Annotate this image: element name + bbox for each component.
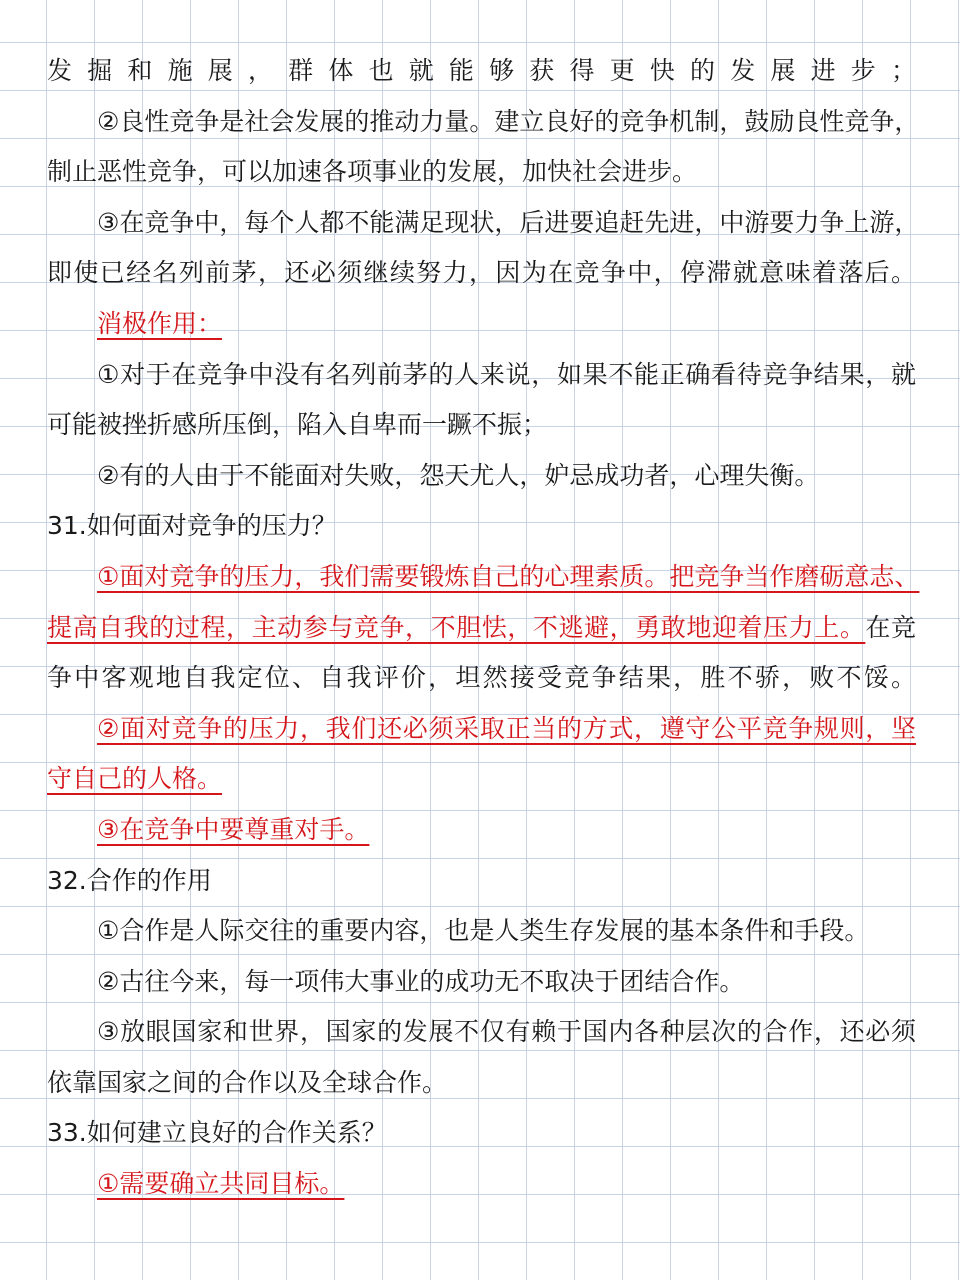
highlighted-text: 守自己的人格。 bbox=[47, 764, 223, 794]
text-line: 发掘和施展，群体也就能够获得更快的发展进步； bbox=[47, 56, 916, 85]
highlighted-text: 消极作用： bbox=[97, 308, 223, 338]
highlighted-text: ①面对竞争的压力，我们需要锻炼自己的心理素质。把竞争当作磨砺意志、 bbox=[97, 561, 920, 591]
text-line: 依靠国家之间的合作以及全球合作。 bbox=[47, 1067, 448, 1097]
highlighted-text: ②面对竞争的压力，我们还必须采取正当的方式，遵守公平竞争规则，坚 bbox=[97, 713, 916, 743]
text-line bbox=[47, 1159, 916, 1210]
text-line: ②良性竞争是社会发展的推动力量。建立良好的竞争机制，鼓励良性竞争， bbox=[97, 106, 920, 136]
text-line bbox=[47, 805, 916, 856]
highlighted-text: ③在竞争中要尊重对手。 bbox=[97, 814, 370, 844]
highlighted-text: ①需要确立共同目标。 bbox=[97, 1169, 345, 1199]
text-line: ②古往今来，每一项伟大事业的成功无不取决于团结合作。 bbox=[97, 966, 745, 996]
text-line bbox=[47, 603, 916, 654]
text-line: 制止恶性竞争，可以加速各项事业的发展，加快社会进步。 bbox=[47, 157, 698, 187]
text-line: ②有的人由于不能面对失败，怨天尤人，妒忌成功者，心理失衡。 bbox=[97, 460, 820, 490]
text-line: 争中客观地自我定位、自我评价，坦然接受竞争结果，胜不骄，败不馁。 bbox=[47, 663, 916, 693]
highlighted-text: 提高自我的过程，主动参与竞争，不胆怯，不逃避，勇敢地迎着压力上。 bbox=[47, 612, 866, 642]
text-line bbox=[47, 552, 920, 603]
text-line: 即使已经名列前茅，还必须继续努力，因为在竞争中，停滞就意味着落后。 bbox=[47, 258, 916, 288]
question-heading-33: 33.如何建立良好的合作关系？ bbox=[47, 1118, 387, 1148]
text-line: ③在竞争中，每个人都不能满足现状，后进要追赶先进，中游要力争上游， bbox=[97, 207, 920, 237]
question-heading-32: 32.合作的作用 bbox=[47, 865, 212, 895]
question-heading-31: 31.如何面对竞争的压力？ bbox=[47, 511, 337, 541]
text-line bbox=[47, 704, 916, 755]
text-line: ①合作是人际交往的重要内容，也是人类生存发展的基本条件和手段。 bbox=[97, 916, 870, 946]
text-line bbox=[47, 754, 916, 805]
plain-text: 在竞 bbox=[865, 612, 916, 642]
text-line: 可能被挫折感所压倒，陷入自卑而一蹶不振； bbox=[47, 410, 548, 440]
text-line: ①对于在竞争中没有名列前茅的人来说，如果不能正确看待竞争结果，就 bbox=[97, 359, 916, 389]
text-line: ③放眼国家和世界，国家的发展不仅有赖于国内各种层次的合作，还必须 bbox=[97, 1017, 916, 1047]
section-label-negative bbox=[47, 299, 916, 350]
